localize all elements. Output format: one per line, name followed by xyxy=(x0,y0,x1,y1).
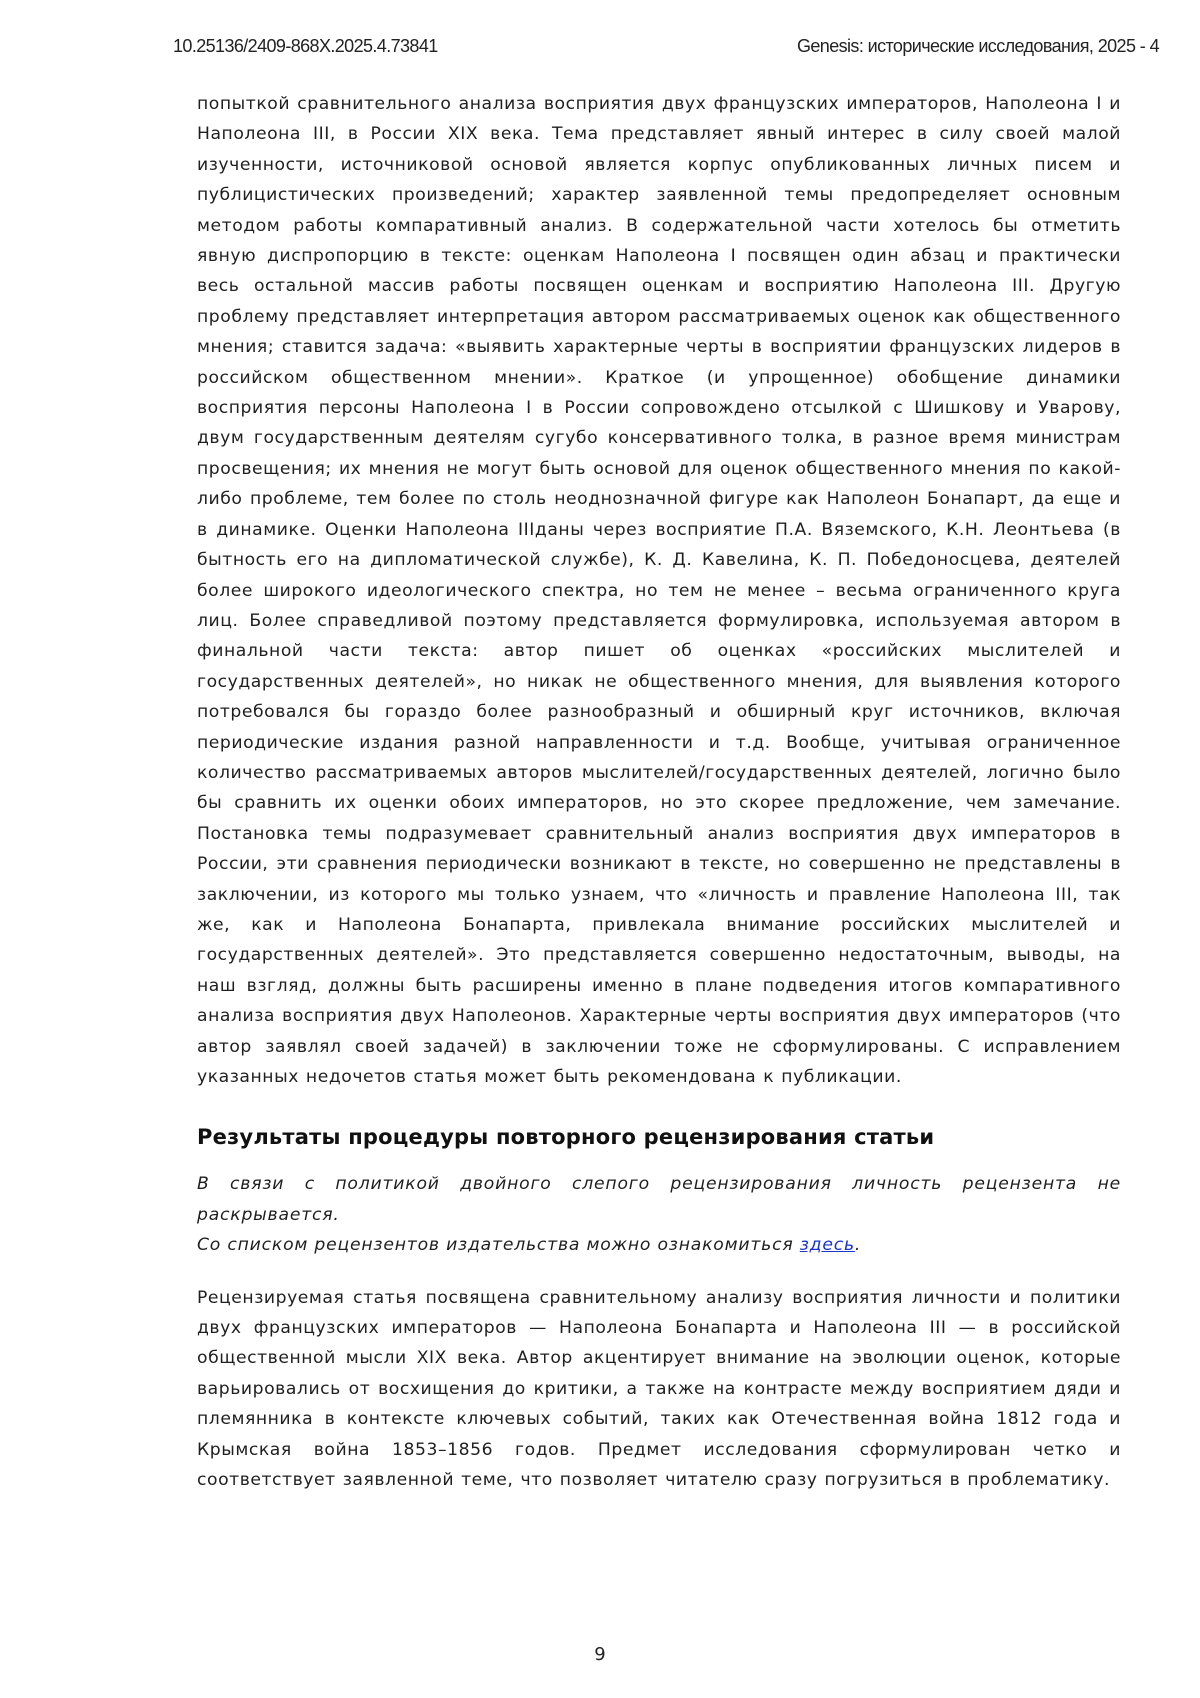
page-header xyxy=(173,36,1159,57)
journal-title: Genesis: исторические исследования, 2025 - 4 xyxy=(797,36,1159,57)
review-continuation-paragraph: попыткой сравнительного анализа восприятия двух французских императоров, Наполеона I и Наполеона III, в России XIX века. Тема представляет явный интерес в силу своей малой изученности, источниковой основой является корпус опубликованных личных писем и публицистических произведений; характер заявленной темы предопределяет основным методом работы компаративный анализ. В содержательной части хотелось бы отметить явную диспропорцию в тексте: оценкам Наполеона I посвящен один абзац и практически весь остальной массив работы посвящен оценкам и восприятию Наполеона III. Другую проблему представляет интерпретация автором рассматриваемых оценок как общественного мнения; ставится задача: «выявить характерные черты в восприятии французских лидеров в российском общественном мнении». Краткое (и упрощенное) обобщение динамики восприятия персоны Наполеона I в России сопровождено отсылкой с Шишкову и Уварову, двум государственным деятелям сугубо консервативного толка, в разное время министрам просвещения; их мнения не могут быть основой для оценок общественного мнения по какой-либо проблеме, тем более по столь неоднозначной фигуре как Наполеон Бонапарт, да еще и в динамике. Оценки Наполеона IIIданы через восприятие П.А. Вяземского, К.Н. Леонтьева (в бытность его на дипломатической службе), К. Д. Кавелина, К. П. Победоносцева, деятелей более широкого идеологического спектра, но тем не менее – весьма ограниченного круга лиц. Более справедливой поэтому представляется формулировка, используемая автором в финальной части текста: автор пишет об оценках «российских мыслителей и государственных деятелей», но никак не общественного мнения, для выявления которого потребовался бы гораздо более разнообразный и обширный круг источников, включая периодические издания разной направленности и т.д. Вообще, учитывая ограниченное количество рассматриваемых авторов мыслителей/государственных деятелей, логично было бы сравнить их оценки обоих императоров, но это скорее предложение, чем замечание. Постановка темы подразумевает сравнительный анализ восприятия двух императоров в России, эти сравнения периодически возникают в тексте, но совершенно не представлены в заключении, из которого мы только узнаем, что «личность и правление Наполеона III, так же, как и Наполеона Бонапарта, привлекала внимание российских мыслителей и государственных деятелей». Это представляется совершенно недостаточным, выводы, на наш взгляд, должны быть расширены именно в плане подведения итогов компаративного анализа восприятия двух Наполеонов. Характерные черты восприятия двух императоров (что автор заявлял своей задачей) в заключении тоже не сформулированы. С исправлением указанных недочетов статья может быть рекомендована к публикации. xyxy=(197,89,1121,1092)
anonymity-notice xyxy=(197,1169,1121,1260)
reviewers-list-link[interactable]: здесь xyxy=(800,1235,855,1255)
reviewers-list-line xyxy=(197,1230,1121,1260)
reviewers-list-prefix: Со списком рецензентов издательства можно ознакомиться xyxy=(197,1235,800,1255)
page-number: 9 xyxy=(0,1644,1200,1665)
page-content xyxy=(197,89,1121,1495)
doi-label: 10.25136/2409-868X.2025.4.73841 xyxy=(173,36,438,57)
anonymity-notice-line: В связи с политикой двойного слепого рецензирования личность рецензента не раскрывается. xyxy=(197,1169,1121,1230)
second-review-heading: Результаты процедуры повторного рецензирования статьи xyxy=(197,1122,1121,1152)
reviewers-list-suffix: . xyxy=(855,1235,861,1255)
second-review-paragraph: Рецензируемая статья посвящена сравнительному анализу восприятия личности и политики двух французских императоров — Наполеона Бонапарта и Наполеона III — в российской общественной мысли XIX века. Автор акцентирует внимание на эволюции оценок, которые варьировались от восхищения до критики, а также на контрасте между восприятием дяди и племянника в контексте ключевых событий, таких как Отечественная война 1812 года и Крымская война 1853–1856 годов. Предмет исследования сформулирован четко и соответствует заявленной теме, что позволяет читателю сразу погрузиться в проблематику. xyxy=(197,1283,1121,1496)
